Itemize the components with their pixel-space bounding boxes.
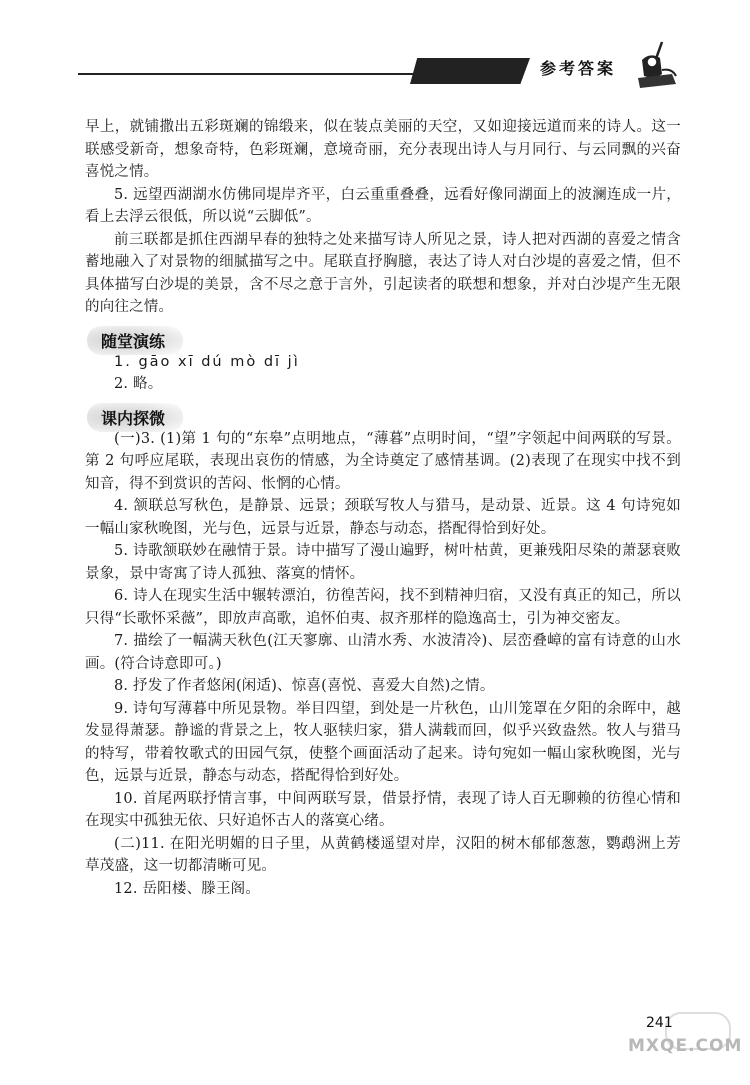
answer-item: 12. 岳阳楼、滕王阁。 [114,880,261,897]
section-heading-practice: 随堂演练 [87,326,183,355]
answer-item: 5. 诗歌颔联妙在融情于景。诗中描写了漫山遍野，树叶枯黄，更兼残阳尽染的萧瑟衰败景象，景中寄寓了诗人孤独、落寞的情怀。 [85,543,681,582]
answer-item: (一)3. (1)第 1 句的“东皋”点明地点，“薄暮”点明时间，“望”字领起中间两联的写景。第 2 句呼应尾联，表现出哀伤的情感，为全诗奠定了感情基调。(2)表现了在现实中找不到知音，得不到赏识的苦闷、怅惘的心情。 [85,430,681,492]
answer-item: 4. 颔联总写秋色，是静景、远景；颈联写牧人与猎马，是动景、近景。这 4 句诗宛如一幅山家秋晚图，光与色，远景与近景，静态与动态，搭配得恰到好处。 [85,498,681,537]
section-heading-exploration: 课内探微 [87,403,183,432]
watermark: MXQE.COM [628,1036,743,1056]
answer-item-pinyin: 1. gāo xī dú mò dī jì [114,353,300,370]
header-tab-decoration [410,58,530,84]
intro-paragraph-3: 前三联都是抓住西湖早春的独特之处来描写诗人所见之景，诗人把对西湖的喜爱之情含蓄地融入了对景物的细腻描写之中。尾联直抒胸臆，表达了诗人对白沙堤的喜爱之情，但不具体描写白沙堤的美景，含不尽之意于言外，引起读者的联想和想象，并对白沙堤产生无限的向往之情。 [85,231,681,315]
answer-item: (二)11. 在阳光明媚的日子里，从黄鹤楼遥望对岸，汉阳的树木郁郁葱葱，鹦鹉洲上芳草茂盛，这一切都清晰可见。 [85,835,681,874]
intro-paragraph-1: 早上，就铺撒出五彩斑斓的锦缎来，似在装点美丽的天空，又如迎接远道而来的诗人。这一联感受新奇，想象奇特，色彩斑斓，意境奇丽，充分表现出诗人与月同行、与云同飘的兴奋喜悦之情。 [85,119,681,180]
answer-item: 9. 诗句写薄暮中所见景物。举目四望，到处是一片秋色，山川笼罩在夕阳的余晖中，越发显得萧瑟。静谧的背景之上，牧人驱犊归家，猎人满载而回，似乎兴致盎然。牧人与猎马的特写，带着牧歌式的田园气氛，使整个画面活动了起来。诗句宛如一幅山家秋晚图，光与色，远景与近景，静态与动态，搭配得恰到好处。 [85,700,681,784]
scholar-writing-icon [632,40,680,90]
answer-item-2: 2. 略。 [114,376,163,392]
header-title: 参考答案 [540,59,617,78]
intro-paragraph-2: 5. 远望西湖湖水仿佛同堤岸齐平，白云重重叠叠，远看好像同湖面上的波澜连成一片，看上去浮云很低，所以说“云脚低”。 [85,186,681,225]
page-number: 241 [646,1015,673,1031]
answer-item: 6. 诗人在现实生活中辗转漂泊，彷徨苦闷，找不到精神归宿，又没有真正的知己，所以只得“长歌怀采薇”，即放声高歌，追怀伯夷、叔齐那样的隐逸高士，引为神交密友。 [85,588,681,627]
answer-content [85,116,681,900]
answer-item: 10. 首尾两联抒情言事，中间两联写景，借景抒情，表现了诗人百无聊赖的彷徨心情和在现实中孤独无依、只好追怀古人的落寞心绪。 [85,790,681,829]
answer-item: 8. 抒发了作者悠闲(闲适)、惊喜(喜悦、喜爱大自然)之情。 [114,678,495,694]
answer-item: 7. 描绘了一幅满天秋色(江天寥廓、山清水秀、水波清冷)、层峦叠嶂的富有诗意的山水画。(符合诗意即可。) [85,633,681,672]
